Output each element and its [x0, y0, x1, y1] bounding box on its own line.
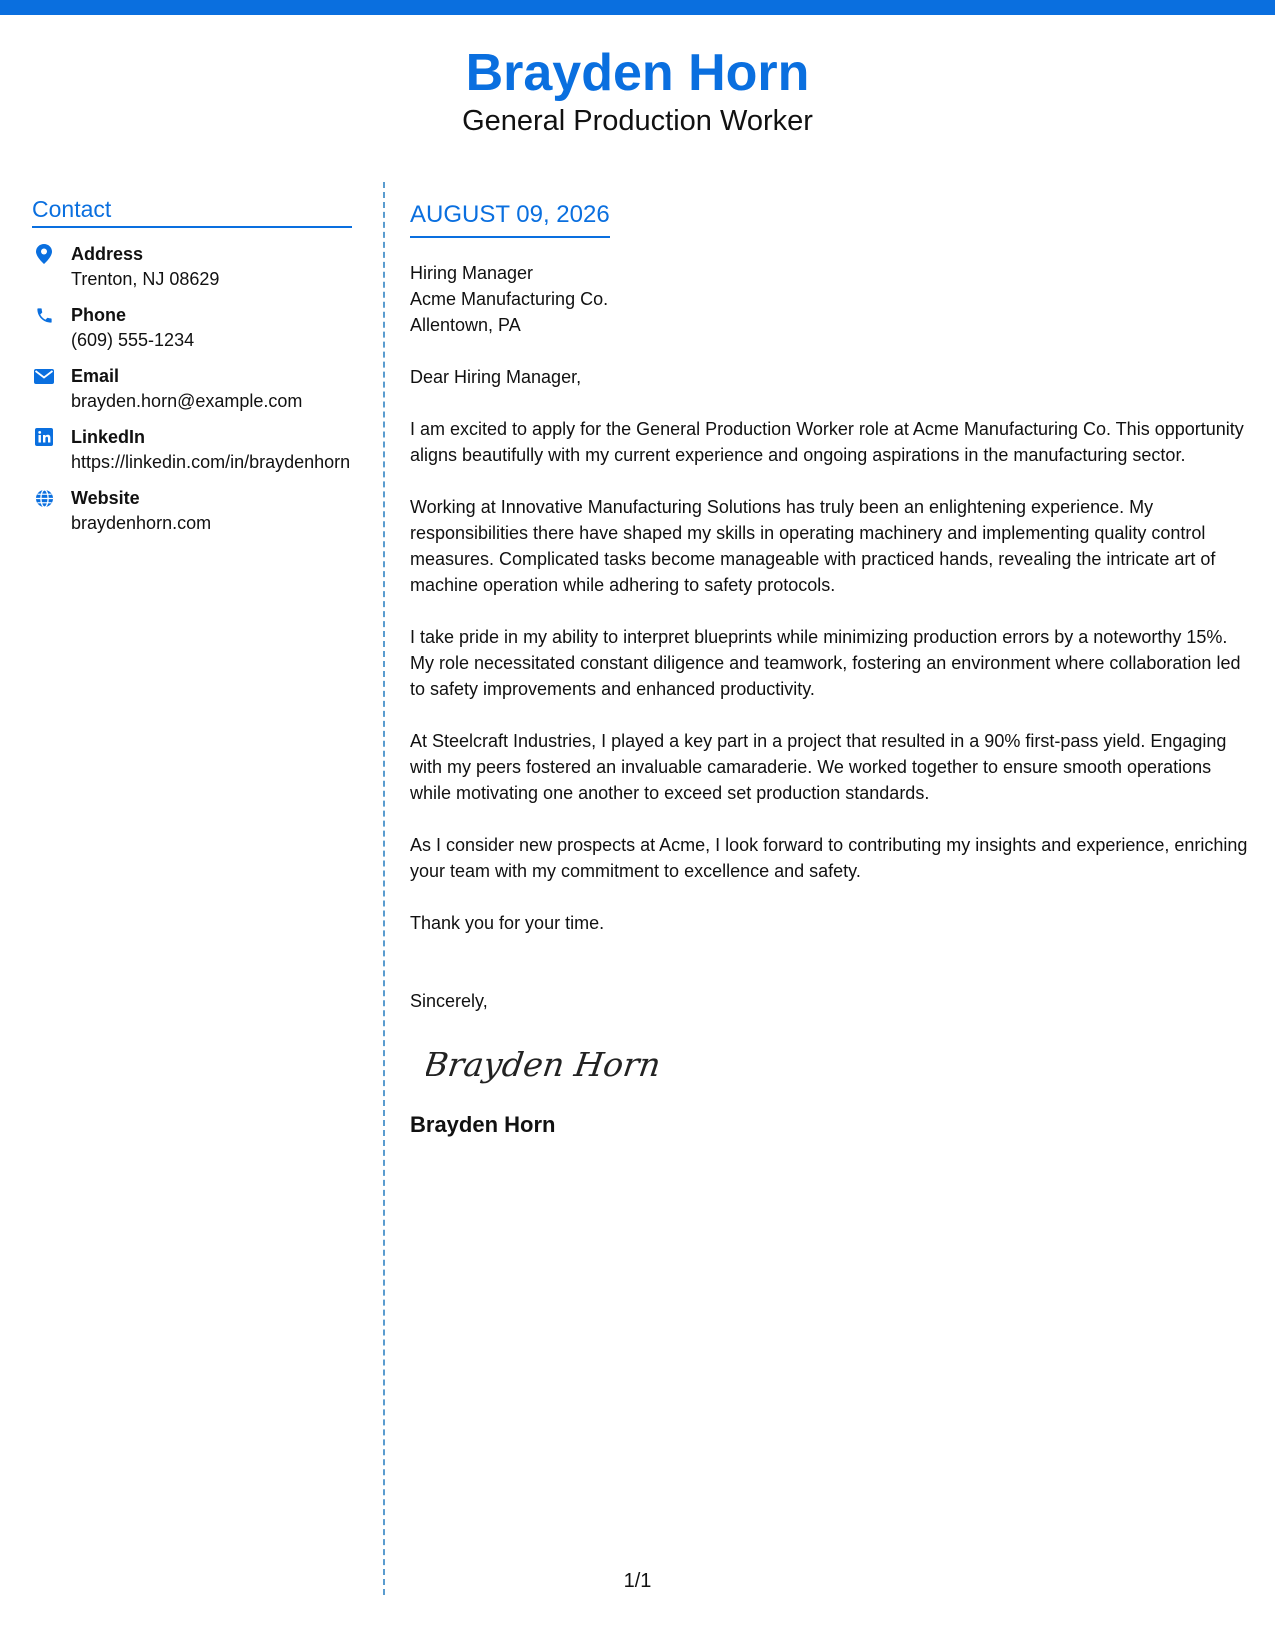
globe-icon [34, 488, 54, 508]
recipient-line: Acme Manufacturing Co. [410, 289, 609, 309]
contact-value[interactable]: braydenhorn.com [71, 513, 212, 533]
recipient-line: Hiring Manager [410, 263, 534, 283]
svg-text:Brayden Horn: Brayden Horn [426, 1045, 664, 1084]
map-pin-icon [34, 244, 54, 264]
contact-item-phone [32, 303, 352, 352]
contact-item-linkedin [32, 425, 352, 474]
letter-paragraph: As I consider new prospects at Acme, I look forward to contributing my insights and experience, enriching your team with my commitment to excellence and safety. [410, 835, 1248, 881]
recipient-line: Allentown, PA [410, 315, 521, 335]
contact-item-website [32, 486, 352, 535]
letter-paragraph: Thank you for your time. [410, 913, 605, 933]
contact-value[interactable]: https://linkedin.com/in/braydenhorn [71, 452, 351, 472]
contact-value: (609) 555-1234 [71, 330, 195, 350]
contact-sidebar [32, 196, 352, 547]
applicant-job-title: General Production Worker [462, 105, 813, 137]
contact-label: Email [71, 366, 120, 386]
applicant-name: Brayden Horn [465, 44, 810, 102]
letter-paragraph: I am excited to apply for the General Production Worker role at Acme Manufacturing Co. This opportunity aligns beautifully with my current experience and ongoing aspirations in the manufacturing sector. [410, 419, 1244, 465]
letter-paragraph: At Steelcraft Industries, I played a key part in a project that resulted in a 90% first-pass yield. Engaging with my peers fostered an invaluable camaraderie. We worked together to ensure smooth operations while motivating one another to exceed set production standards. [410, 731, 1227, 803]
top-accent-bar [0, 0, 1275, 15]
contact-heading: Contact [32, 196, 352, 228]
salutation: Dear Hiring Manager, [410, 367, 582, 387]
handwritten-signature [426, 1036, 666, 1092]
letter-body [410, 200, 1250, 1139]
document-header [0, 42, 1275, 138]
phone-icon [34, 305, 54, 325]
linkedin-icon [34, 427, 54, 447]
letter-paragraph: I take pride in my ability to interpret blueprints while minimizing production errors by a noteworthy 15%. My role necessitated constant diligence and teamwork, fostering an environment where collaboration led to safety improvements and enhanced productivity. [410, 627, 1241, 699]
email-icon [34, 366, 54, 386]
closing: Sincerely, [410, 991, 488, 1011]
page-number: 1/1 [623, 1570, 652, 1592]
letter-paragraph: Working at Innovative Manufacturing Solutions has truly been an enlightening experience. My responsibilities there have shaped my skills in operating machinery and implementing quality control measures. Complicated tasks become manageable with practiced hands, revealing the intricate art of machine operation while adhering to safety protocols. [410, 497, 1216, 595]
contact-label: LinkedIn [71, 427, 146, 447]
contact-label: Phone [71, 305, 127, 325]
contact-item-address [32, 242, 352, 291]
contact-label: Website [71, 488, 140, 508]
contact-label: Address [71, 244, 144, 264]
contact-value: brayden.horn@example.com [71, 391, 303, 411]
recipient-block [410, 260, 1250, 338]
letter-date: AUGUST 09, 2026 [410, 200, 610, 238]
signer-name: Brayden Horn [410, 1112, 556, 1137]
contact-item-email [32, 364, 352, 413]
column-divider [383, 182, 385, 1595]
contact-value: Trenton, NJ 08629 [71, 269, 220, 289]
